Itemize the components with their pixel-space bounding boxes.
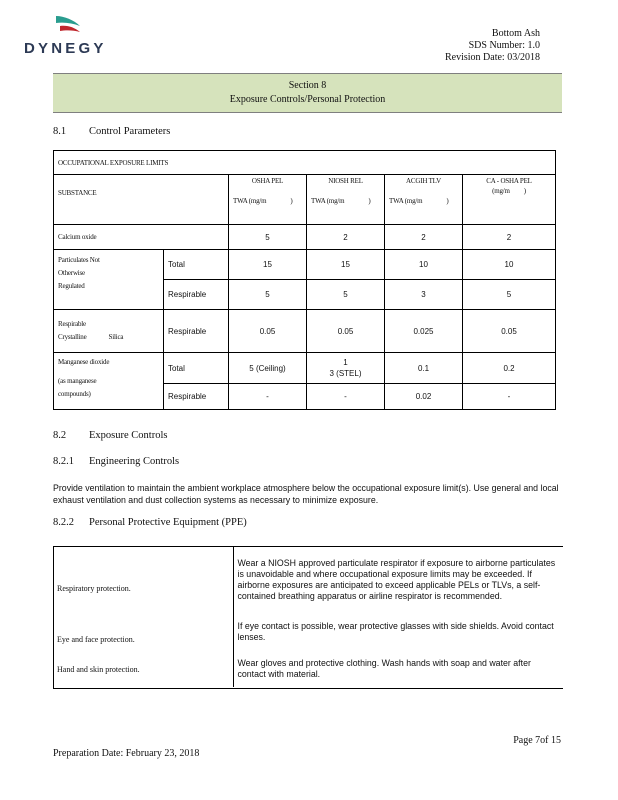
ppe-description: Wear a NIOSH approved particulate respirator if exposure to airborne particulates is unavoidable and where occupational exposure limits may be exceeded. If airborne exposures are anticipated to exceed applicable PELs or TLVs, a self-contained breathing apparatus or airline respirator is recommended. bbox=[237, 558, 556, 601]
table-row bbox=[53, 613, 563, 651]
value-cell: 2 bbox=[463, 225, 556, 250]
table-row bbox=[54, 310, 556, 353]
column-header-close: ) bbox=[368, 197, 371, 205]
value-cell: 0.05 bbox=[463, 310, 556, 353]
ppe-description: If eye contact is possible, wear protective glasses with side shields. Avoid contact lenses. bbox=[237, 621, 554, 642]
document-header-info bbox=[445, 28, 540, 64]
value-cell: 0.05 bbox=[307, 310, 385, 353]
ppe-description: Wear gloves and protective clothing. Wash hands with soap and water after contact with material. bbox=[237, 658, 531, 679]
value-cell bbox=[307, 353, 385, 384]
column-header-close: ) bbox=[446, 197, 449, 205]
value-cell: 2 bbox=[307, 225, 385, 250]
column-header-top: OSHA PEL bbox=[251, 177, 284, 185]
column-header-top: ACGIH TLV bbox=[406, 177, 441, 185]
dynegy-logo-icon bbox=[54, 14, 84, 38]
heading-number: 8.1 bbox=[53, 126, 67, 137]
substance-name bbox=[54, 250, 164, 310]
revision-date: Revision Date: 03/2018 bbox=[445, 52, 540, 63]
substance-name-line: Silica bbox=[108, 333, 124, 341]
fraction-label: Respirable bbox=[164, 280, 229, 310]
substance-name-line: Regulated bbox=[58, 282, 85, 290]
value-cell: 10 bbox=[463, 250, 556, 280]
value-cell: 5 bbox=[229, 225, 307, 250]
substance-name-line: Crystalline bbox=[58, 333, 87, 341]
table-row bbox=[54, 225, 556, 250]
fraction-label: Respirable bbox=[164, 384, 229, 410]
heading-text: Personal Protective Equipment (PPE) bbox=[89, 517, 247, 528]
table-title: OCCUPATIONAL EXPOSURE LIMITS bbox=[54, 151, 556, 175]
substance-name-line: Manganese dioxide bbox=[58, 358, 110, 366]
value-cell: 5 bbox=[307, 280, 385, 310]
ppe-label: Hand and skin protection. bbox=[53, 651, 233, 687]
substance-name-line: compounds) bbox=[58, 390, 91, 398]
value-cell: 5 (Ceiling) bbox=[229, 353, 307, 384]
section-title: Exposure Controls/Personal Protection bbox=[229, 94, 386, 105]
table-row bbox=[54, 250, 556, 280]
substance-header: SUBSTANCE bbox=[54, 175, 229, 225]
fraction-label: Total bbox=[164, 250, 229, 280]
value-line: 3 (STEL) bbox=[329, 369, 362, 378]
dynegy-logo bbox=[24, 14, 144, 62]
ppe-table bbox=[53, 547, 563, 687]
value-cell: - bbox=[463, 384, 556, 410]
heading-control-parameters bbox=[53, 126, 170, 137]
fraction-label: Respirable bbox=[164, 310, 229, 353]
logo-wordmark: DYNEGY bbox=[24, 40, 107, 57]
table-row bbox=[53, 547, 563, 613]
value-cell: 10 bbox=[385, 250, 463, 280]
column-header-niosh bbox=[307, 175, 385, 225]
value-cell: 3 bbox=[385, 280, 463, 310]
column-header-unit: TWA (mg/m bbox=[389, 197, 423, 205]
heading-number: 8.2.2 bbox=[53, 517, 74, 528]
sds-number: SDS Number: 1.0 bbox=[468, 40, 540, 51]
page-number: Page 7of 15 bbox=[513, 735, 561, 746]
value-line: 1 bbox=[343, 358, 348, 367]
substance-name bbox=[54, 310, 164, 353]
table-row bbox=[53, 651, 563, 687]
column-header-unit: (mg/m bbox=[492, 187, 510, 195]
heading-text: Exposure Controls bbox=[89, 430, 168, 441]
substance-name-line: Respirable bbox=[58, 320, 86, 328]
value-cell: 15 bbox=[229, 250, 307, 280]
value-cell: 0.05 bbox=[229, 310, 307, 353]
column-header-close: ) bbox=[290, 197, 293, 205]
heading-engineering-controls bbox=[53, 456, 179, 467]
ppe-label: Eye and face protection. bbox=[53, 613, 233, 651]
substance-name bbox=[54, 353, 164, 410]
value-cell: 5 bbox=[229, 280, 307, 310]
value-cell: 0.02 bbox=[385, 384, 463, 410]
section-banner bbox=[53, 73, 562, 113]
heading-text: Control Parameters bbox=[89, 126, 171, 137]
product-name: Bottom Ash bbox=[491, 28, 540, 39]
column-header-unit: TWA (mg/m bbox=[311, 197, 345, 205]
value-cell: 15 bbox=[307, 250, 385, 280]
heading-text: Engineering Controls bbox=[89, 456, 180, 467]
column-header-close: ) bbox=[523, 187, 526, 195]
heading-exposure-controls bbox=[53, 430, 167, 441]
column-header-ca-osha bbox=[463, 175, 556, 225]
value-cell: 2 bbox=[385, 225, 463, 250]
heading-ppe bbox=[53, 517, 247, 528]
value-cell: 0.1 bbox=[385, 353, 463, 384]
ppe-label: Respiratory protection. bbox=[53, 547, 233, 613]
column-header-unit: TWA (mg/m bbox=[233, 197, 267, 205]
section-number: Section 8 bbox=[288, 80, 327, 91]
heading-number: 8.2.1 bbox=[53, 456, 74, 467]
value-cell: 0.2 bbox=[463, 353, 556, 384]
preparation-date: Preparation Date: February 23, 2018 bbox=[53, 748, 200, 759]
column-header-acgih bbox=[385, 175, 463, 225]
column-header-top: CA - OSHA PEL bbox=[486, 177, 532, 185]
table-row bbox=[54, 353, 556, 384]
exposure-limits-table bbox=[53, 150, 556, 410]
value-cell: - bbox=[307, 384, 385, 410]
substance-name-line: Otherwise bbox=[58, 269, 85, 277]
column-header-top: NIOSH REL bbox=[328, 177, 363, 185]
heading-number: 8.2 bbox=[53, 430, 67, 441]
engineering-controls-text: Provide ventilation to maintain the ambient workplace atmosphere below the occupational exposure limit(s). Use general and local exhaust ventilation and dust collection systems as necessary to minimize exposure. bbox=[53, 483, 559, 505]
substance-name-line: (as manganese bbox=[58, 377, 97, 385]
substance-name: Calcium oxide bbox=[54, 225, 229, 250]
value-cell: 0.025 bbox=[385, 310, 463, 353]
value-cell: 5 bbox=[463, 280, 556, 310]
value-cell: - bbox=[229, 384, 307, 410]
substance-name-line: Particulates Not bbox=[58, 256, 100, 264]
fraction-label: Total bbox=[164, 353, 229, 384]
column-header-osha bbox=[229, 175, 307, 225]
